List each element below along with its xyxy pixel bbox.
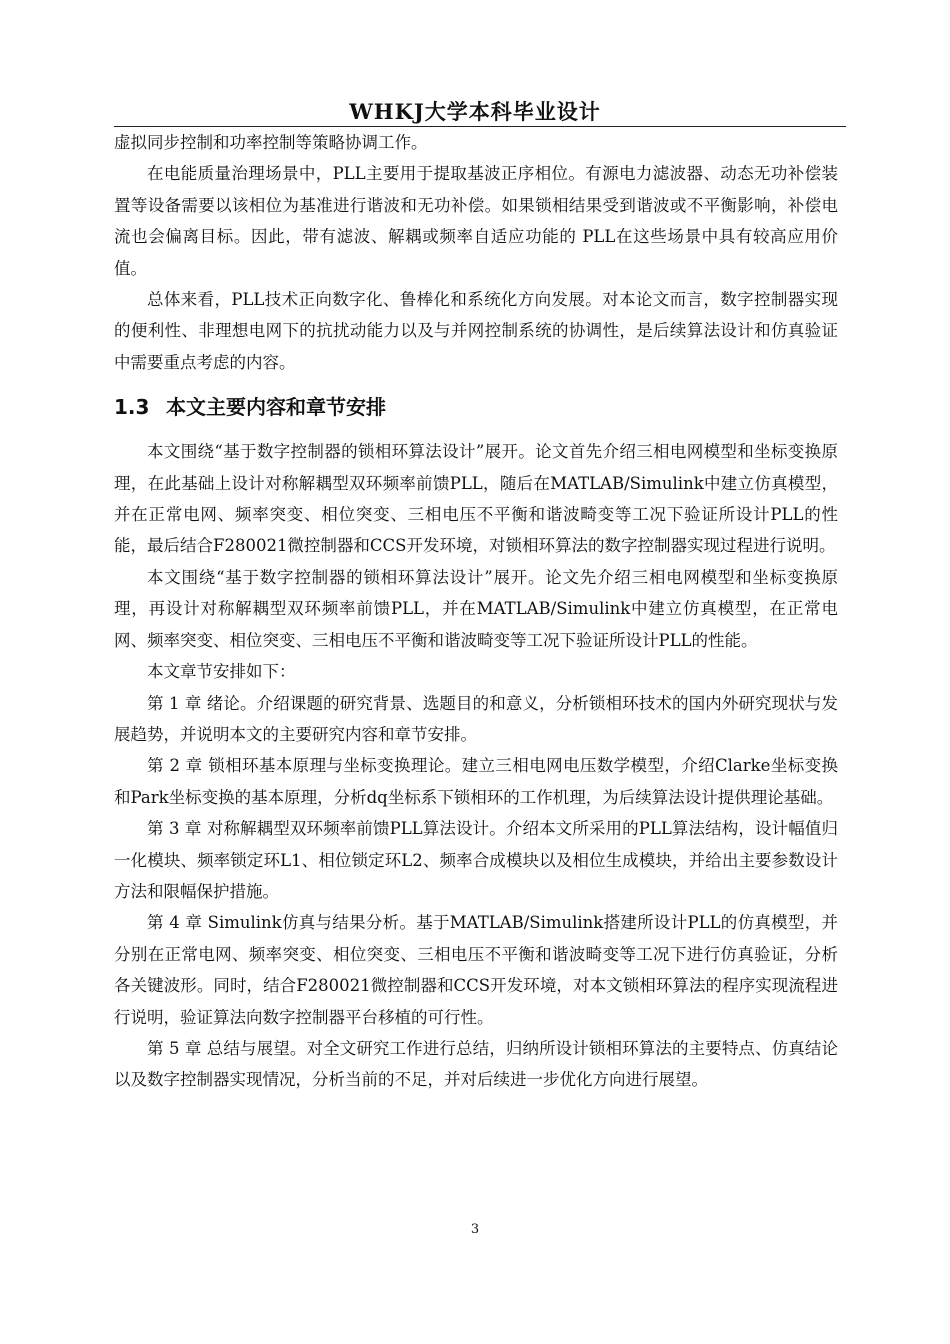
paragraph: 本文章节安排如下： [147, 662, 296, 682]
chapter-item: 第 5 章 总结与展望。对全文研究工作进行总结，归纳所设计锁相环算法的主要特点、仿真结论以及数字控制器实现情况，分析当前的不足，并对后续进一步优化方向进行展望。 [114, 1038, 838, 1090]
page-header-title: WHKJ大学本科毕业设计 [349, 99, 601, 124]
paragraph: 本文围绕“基于数字控制器的锁相环算法设计”展开。论文先介绍三相电网模型和坐标变换原理，再设计对称解耦型双环频率前馈PLL，并在MATLAB/Simulink中建立仿真模型，在正常电网、频率突变、相位突变、三相电压不平衡和谐波畸变等工况下验证所设计PLL的性能。 [114, 567, 838, 650]
paragraph: 本文围绕“基于数字控制器的锁相环算法设计”展开。论文首先介绍三相电网模型和坐标变换原理，在此基础上设计对称解耦型双环频率前馈PLL，随后在MATLAB/Simulink中建立仿真模型，并在正常电网、频率突变、相位突变、三相电压不平衡和谐波畸变等工况下验证所设计PLL的性能，最后结合F280021微控制器和CCS开发环境，对锁相环算法的数字控制器实现过程进行说明。 [114, 442, 838, 556]
paragraph: 总体来看，PLL技术正向数字化、鲁棒化和系统化方向发展。对本论文而言，数字控制器实现的便利性、非理想电网下的抗扰动能力以及与并网控制系统的协调性，是后续算法设计和仿真验证中需要重点考虑的内容。 [114, 290, 838, 372]
paragraph: 虚拟同步控制和功率控制等策略协调工作。 [114, 133, 428, 152]
chapter-item: 第 3 章 对称解耦型双环频率前馈PLL算法设计。介绍本文所采用的PLL算法结构，设计幅值归一化模块、频率锁定环L1、相位锁定环L2、频率合成模块以及相位生成模块，并给出主要参数设计方法和限幅保护措施。 [114, 819, 838, 901]
section-title: 本文主要内容和章节安排 [166, 395, 386, 420]
section-number: 1.3 [114, 395, 150, 420]
chapter-item: 第 1 章 绪论。介绍课题的研究背景、选题目的和意义，分析锁相环技术的国内外研究现状与发展趋势，并说明本文的主要研究内容和章节安排。 [114, 693, 838, 744]
chapter-item: 第 2 章 锁相环基本原理与坐标变换理论。建立三相电网电压数学模型，介绍Clarke坐标变换和Park坐标变换的基本原理，分析dq坐标系下锁相环的工作机理，为后续算法设计提供理论基础。 [114, 756, 838, 807]
section-heading [114, 378, 838, 436]
document-body [114, 127, 838, 1096]
chapter-item: 第 4 章 Simulink仿真与结果分析。基于MATLAB/Simulink搭建所设计PLL的仿真模型，并分别在正常电网、频率突变、相位突变、三相电压不平衡和谐波畸变等工况下进行仿真验证，分析各关键波形。同时，结合F280021微控制器和CCS开发环境，对本文锁相环算法的程序实现流程进行说明，验证算法向数字控制器平台移植的可行性。 [114, 913, 838, 1027]
page-number: 3 [470, 1222, 480, 1237]
paragraph: 在电能质量治理场景中，PLL主要用于提取基波正序相位。有源电力滤波器、动态无功补偿装置等设备需要以该相位为基准进行谐波和无功补偿。如果锁相结果受到谐波或不平衡影响，补偿电流也会偏离目标。因此，带有滤波、解耦或频率自适应功能的 PLL在这些场景中具有较高应用价值。 [114, 164, 838, 278]
